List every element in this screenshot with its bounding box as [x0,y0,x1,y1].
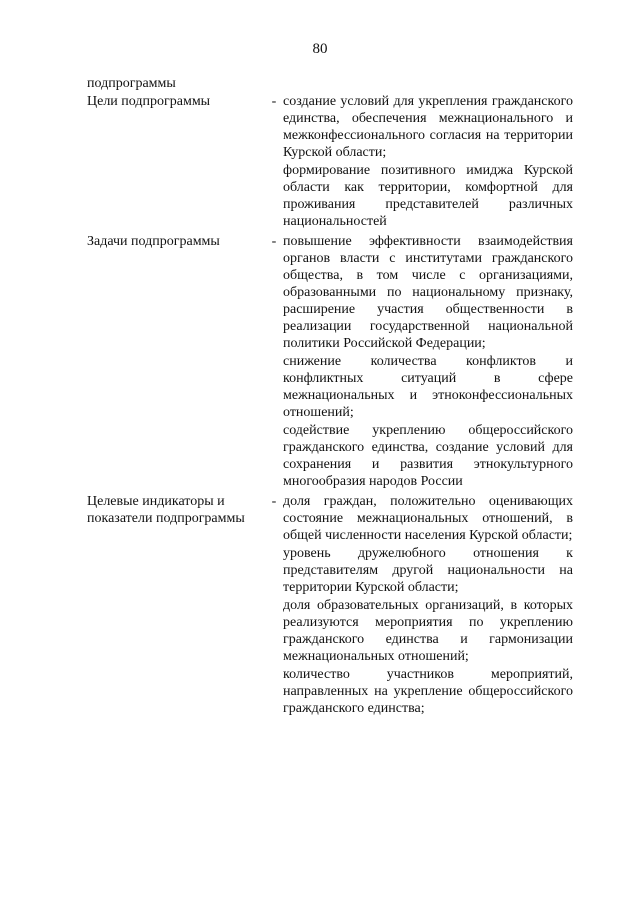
row-label-indicators: Целевые индикаторы и показатели подпрограммы [87,494,245,526]
dash-separator: - [271,494,277,509]
dash-separator: - [271,94,277,109]
row-label-tasks: Задачи подпрограммы [87,234,220,249]
row-label-goals: Цели подпрограммы [87,94,211,109]
row-indicators [87,493,573,718]
task-paragraph: снижение количества конфликтов и конфликтных ситуаций в сфере межнациональных и этноконфессиональных отношений; [283,354,573,420]
row-content-indicators [283,493,573,718]
indicator-paragraph: уровень дружелюбного отношения к представителям другой национальности на территории Курской области; [283,546,573,595]
task-paragraph: содействие укреплению общероссийского гражданского единства, создание условий для сохранения и развития этнокультурного многообразия народов России [283,423,573,489]
program-passport [87,75,573,720]
row-content-goals [283,93,573,231]
row-goals [87,93,573,231]
goal-paragraph: создание условий для укрепления гражданского единства, обеспечения межнационального и межконфессионального согласия на территории Курской области; [283,94,573,160]
dash-separator: - [271,234,277,249]
lead-text: подпрограммы [87,76,176,91]
indicator-paragraph: доля образовательных организаций, в которых реализуются мероприятия по укреплению гражданского единства и гармонизации межнациональных отношений; [283,598,573,664]
indicator-paragraph: количество участников мероприятий, направленных на укрепление общероссийского гражданского единства; [283,667,573,716]
row-content-tasks [283,233,573,491]
task-paragraph: повышение эффективности взаимодействия органов власти с институтами гражданского общества, в том числе с организациями, образованными по национальному признаку, расширение участия общественности в реализации государственной национальной политики Российской Федерации; [283,234,573,351]
page-number: 80 [312,41,328,57]
goal-paragraph: формирование позитивного имиджа Курской области как территории, комфортной для проживания представителей различных национальностей [283,163,573,229]
row-tasks [87,233,573,491]
indicator-paragraph: доля граждан, положительно оценивающих состояние межнациональных отношений, в общей численности населения Курской области; [283,494,573,543]
